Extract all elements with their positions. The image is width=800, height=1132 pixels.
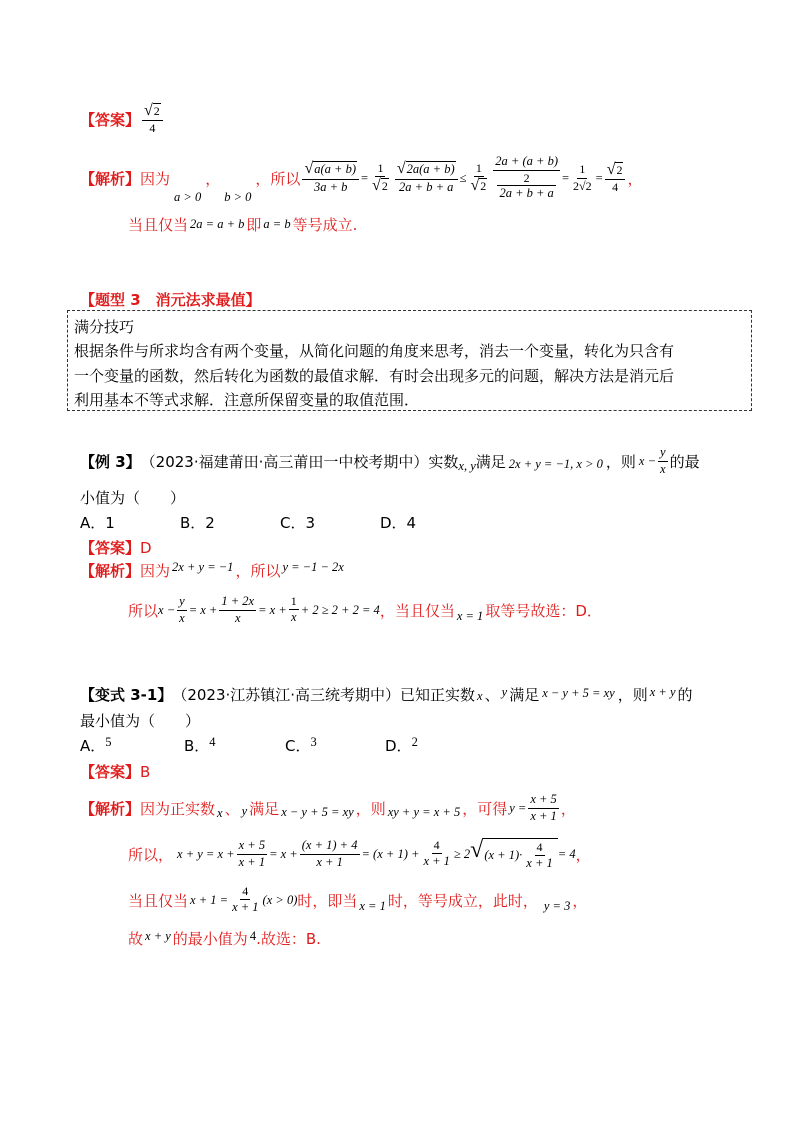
text: 取等号故选：D．: [485, 601, 602, 620]
cond-a: a > 0: [174, 189, 202, 204]
expr: = 4: [557, 846, 576, 861]
fraction-3: √ 2a(a + b) 2a + b + a: [395, 161, 458, 194]
option-value: 4: [209, 735, 216, 749]
answer-label: 【答案】: [80, 763, 141, 781]
text: 所以: [128, 601, 159, 620]
condition: x − y + 5 = xy: [542, 686, 615, 700]
comma: ，: [205, 169, 221, 188]
expr: y =: [509, 800, 527, 815]
fraction: $\frac{4}{x + 1}$: [232, 884, 259, 915]
example-3-solution-1: [80, 560, 346, 581]
expr: = x +: [258, 602, 287, 617]
text: 时，等号成立，此时，: [387, 891, 538, 910]
expr: (x > 0): [262, 892, 298, 907]
fraction: $\frac{(x + 1) + 4}{x + 1}$: [301, 837, 358, 869]
fraction: $\frac{1}{x}$: [290, 594, 297, 625]
variant-3-1-line-1: [80, 684, 693, 705]
expr: = x +: [188, 602, 218, 617]
fraction: $\frac{x + 5}{x + 1}$: [530, 791, 557, 823]
option-b[interactable]: B．2: [180, 514, 215, 532]
text: ，则: [355, 799, 386, 818]
solution-label: 【解析】: [80, 799, 141, 818]
text: 当且仅当: [128, 891, 189, 910]
text: ，: [575, 845, 591, 864]
text: ，则: [605, 452, 636, 471]
answer-value: √ 2 4: [142, 103, 163, 135]
condition: 2x + y = −1, x > 0: [508, 456, 603, 471]
solution-1-line-1: [80, 148, 643, 208]
text: ，则: [617, 686, 648, 704]
fraction-1: √ a(a + b) 3a + b: [302, 161, 359, 194]
section-heading: 【题型 3 消元法求最值】: [80, 291, 261, 309]
tip-line-3: 利用基本不等式求解．注意所保留变量的取值范围．: [74, 391, 420, 409]
expr: + 2 ≥ 2 + 2 = 4: [300, 602, 380, 617]
option-b[interactable]: [184, 735, 216, 756]
text: ，: [572, 891, 588, 910]
expr: = (x + 1) +: [361, 846, 420, 861]
text: 因为正实数: [140, 799, 216, 818]
equation: x = 1: [456, 608, 484, 623]
expr: = x +: [269, 846, 298, 861]
value: 4: [249, 929, 257, 943]
fraction-7: √ 2 4: [605, 162, 626, 194]
variant-3-1-solution-2: [128, 834, 591, 874]
fraction: $\frac{4}{x + 1}$: [423, 838, 450, 869]
example-label: 【例 3】: [80, 452, 141, 471]
text: 的最小值为: [172, 930, 248, 948]
equation: xy + y = x + 5: [387, 804, 461, 819]
eq-sign: =: [595, 170, 603, 185]
fraction-5: $\frac{\frac{2a + (a + b)}{2}}{2a + b + a}$: [495, 154, 558, 201]
example-3-line-1: [80, 443, 700, 479]
answer-value: B: [140, 762, 151, 781]
expr: x + 1 =: [190, 892, 229, 907]
equation: y = −1 − 2x: [282, 560, 344, 574]
text: .故选：B.: [256, 930, 321, 948]
tip-line-2: 一个变量的函数，然后转化为函数的最值求解．有时会出现多元的问题，解决方法是消元后: [74, 367, 675, 385]
answer-label: 【答案】: [80, 539, 141, 557]
option-letter: C．: [285, 737, 311, 755]
equation: a = b: [263, 217, 291, 231]
text: 、: [484, 686, 500, 704]
option-value: 3: [310, 735, 317, 749]
expr: x −: [638, 453, 657, 468]
cond-b: b > 0: [224, 189, 252, 204]
solution-label: 【解析】: [80, 562, 141, 580]
vars: x, y: [458, 458, 476, 473]
text: ，可得: [462, 799, 508, 818]
text: 满足: [249, 799, 280, 818]
text: 因为: [140, 562, 171, 580]
text: 所以，: [128, 845, 174, 864]
variant-3-1-solution-3: [128, 880, 587, 920]
text-so: ，所以: [255, 169, 301, 188]
option-a[interactable]: [80, 735, 112, 756]
fraction-2: 1 √ 2: [372, 160, 388, 195]
text: ，当且仅当: [379, 601, 455, 620]
variant-3-1-solution-4: [128, 928, 321, 949]
var-y: y: [241, 803, 248, 818]
variant-source: （2023·江苏镇江·高三统考期中）已知正实数: [172, 686, 476, 704]
fraction: $\frac{1 + 2x}{x}$: [221, 593, 255, 625]
answer-label: 【答案】: [80, 110, 141, 129]
expr: x −: [158, 602, 176, 617]
equation: 2x + y = −1: [172, 560, 234, 574]
text: ，: [560, 799, 576, 818]
example-3-answer: [80, 537, 152, 558]
comma: ，: [627, 169, 643, 188]
variant-3-1-answer: [80, 761, 150, 782]
eq-sign: =: [360, 170, 369, 185]
option-a[interactable]: A．1: [80, 514, 115, 532]
equation: 2a = a + b: [190, 217, 245, 231]
option-value: 5: [105, 735, 112, 749]
example-3-solution-2: [128, 590, 602, 630]
var-y: y: [501, 685, 508, 699]
text: 的: [677, 686, 693, 704]
option-letter: B．: [184, 737, 210, 755]
tip-title: 满分技巧: [74, 318, 135, 336]
option-letter: A．: [80, 737, 106, 755]
option-c[interactable]: [285, 735, 317, 756]
tip-line-1: 根据条件与所求均含有两个变量，从简化问题的角度来思考，消去一个变量，转化为只含有: [74, 342, 675, 360]
fraction: $\frac{x + 5}{x + 1}$: [238, 837, 266, 869]
text: 满足: [475, 452, 506, 471]
text-because: 因为: [140, 169, 171, 188]
expr: x + y: [145, 929, 171, 943]
option-value: 2: [411, 735, 418, 749]
equation: y = 3: [543, 898, 571, 913]
answer-1-line: [80, 103, 165, 135]
option-d[interactable]: D．4: [380, 514, 417, 532]
solution-label: 【解析】: [80, 169, 141, 188]
answer-value: D: [140, 538, 152, 557]
fraction: $\frac{y}{x}$: [179, 593, 185, 625]
example-3-line-2: 小值为（ ）: [80, 489, 186, 507]
variant-label: 【变式 3-1】: [80, 686, 173, 704]
text: 满足: [509, 686, 540, 704]
fraction-6: $\frac{1}{2√2}$: [573, 162, 592, 193]
expr-fraction: $\frac{y}{x}$: [660, 444, 666, 476]
example-source: （2023·福建莆田·高三莆田一中校考期中）实数: [140, 452, 459, 471]
text: 、: [224, 799, 240, 818]
text: 即: [246, 216, 262, 234]
solution-1-line-2: [128, 214, 357, 235]
radical: √ (x + 1)· $\frac{4}{x + 1}$: [470, 838, 558, 871]
option-c[interactable]: C．3: [280, 514, 316, 532]
text: 当且仅当: [128, 216, 189, 234]
expr: x + y: [649, 685, 676, 699]
equation: x − y + 5 = xy: [281, 804, 354, 819]
text: ，所以: [235, 562, 281, 580]
option-letter: D．: [385, 737, 412, 755]
text: 的最: [669, 452, 700, 471]
text: 等号成立.: [292, 216, 358, 234]
equation: x = 1: [359, 898, 386, 913]
option-d[interactable]: [385, 735, 418, 756]
le-sign: ≤: [459, 170, 467, 185]
fraction-4: 1 √ 2: [470, 160, 487, 195]
variant-3-1-solution-1: [80, 790, 576, 826]
text: 时，即当: [297, 891, 358, 910]
var-x: x: [477, 689, 483, 703]
expr: x + y = x +: [177, 846, 235, 861]
expr: ≥ 2: [453, 846, 471, 861]
var-x: x: [217, 805, 223, 820]
text: 故: [128, 930, 144, 948]
variant-3-1-line-2: 最小值为（ ）: [80, 712, 201, 730]
eq-sign: =: [561, 170, 570, 185]
